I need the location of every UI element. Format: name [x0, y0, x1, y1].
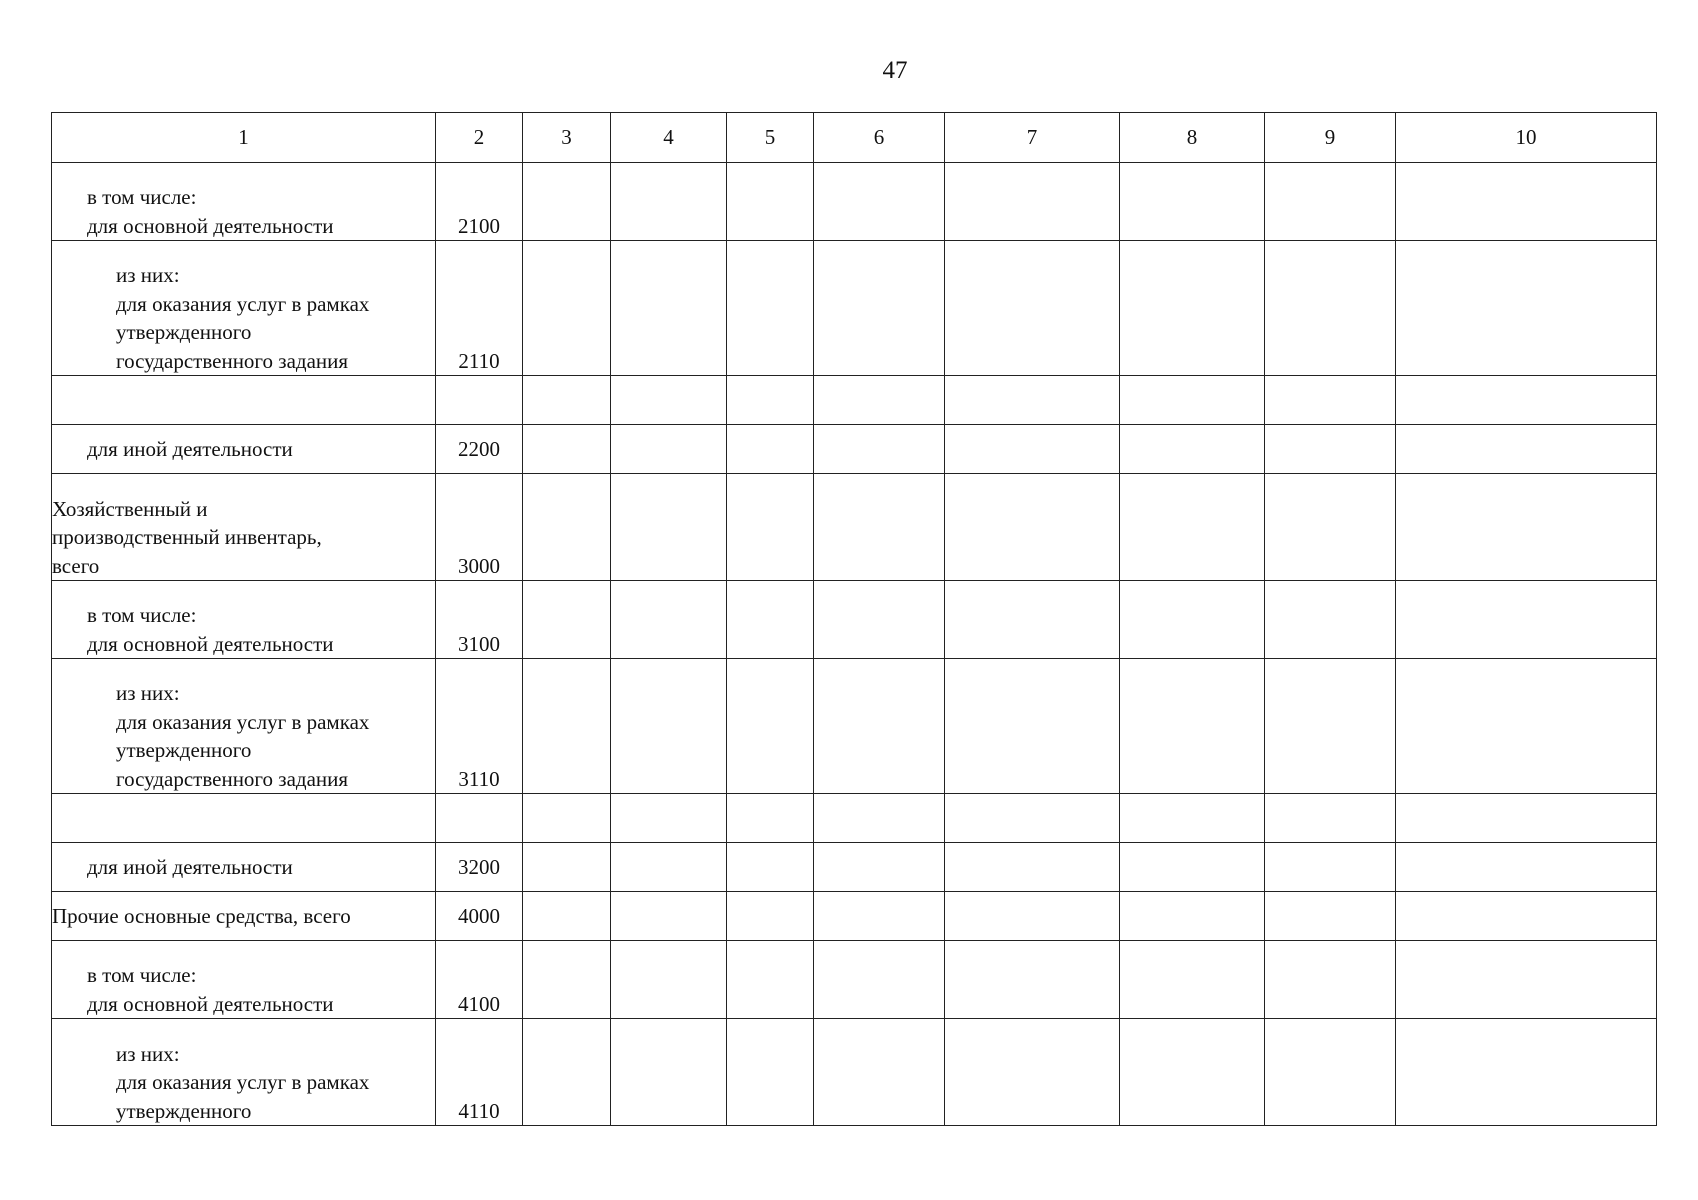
empty-cell	[945, 163, 1120, 241]
empty-cell	[1265, 581, 1396, 659]
empty-cell	[611, 892, 727, 941]
row-label	[52, 659, 436, 794]
empty-cell	[523, 376, 611, 425]
row-label-line: государственного задания	[116, 766, 349, 791]
empty-cell	[1396, 425, 1657, 474]
empty-cell	[945, 892, 1120, 941]
empty-cell	[727, 892, 814, 941]
column-header: 3	[523, 113, 611, 163]
row-code: 3110	[436, 659, 523, 794]
empty-cell	[1396, 241, 1657, 376]
row-label-line: для иной деятельности	[87, 436, 293, 461]
empty-cell	[1120, 843, 1265, 892]
empty-cell	[1396, 843, 1657, 892]
empty-cell	[945, 376, 1120, 425]
row-label-line: всего	[52, 553, 100, 578]
table-row-empty	[52, 376, 1657, 425]
row-label	[52, 892, 436, 941]
row-label-line: утвержденного	[116, 1098, 252, 1123]
empty-cell	[523, 794, 611, 843]
empty-cell	[523, 581, 611, 659]
row-label-line: утвержденного	[116, 738, 252, 762]
table-row-empty	[52, 794, 1657, 843]
row-label	[52, 241, 436, 376]
empty-cell	[945, 1019, 1120, 1126]
row-label-line: для оказания услуг в рамках	[116, 1070, 370, 1094]
empty-cell	[1265, 163, 1396, 241]
empty-cell	[814, 376, 945, 425]
row-label	[52, 425, 436, 474]
row-code	[436, 376, 523, 425]
empty-cell	[611, 241, 727, 376]
empty-cell	[814, 1019, 945, 1126]
row-label-line: для основной деятельности	[87, 213, 334, 238]
empty-cell	[945, 843, 1120, 892]
empty-cell	[1265, 941, 1396, 1019]
column-header: 2	[436, 113, 523, 163]
row-label-line: утвержденного	[116, 320, 252, 344]
empty-cell	[523, 892, 611, 941]
empty-cell	[611, 163, 727, 241]
empty-cell	[1120, 581, 1265, 659]
column-header: 6	[814, 113, 945, 163]
empty-cell	[945, 794, 1120, 843]
empty-cell	[1265, 241, 1396, 376]
empty-cell	[523, 241, 611, 376]
column-header: 8	[1120, 113, 1265, 163]
table-row	[52, 425, 1657, 474]
empty-cell	[611, 376, 727, 425]
column-header: 9	[1265, 113, 1396, 163]
empty-cell	[523, 843, 611, 892]
row-label	[52, 581, 436, 659]
empty-cell	[611, 941, 727, 1019]
table-row	[52, 1019, 1657, 1126]
row-label-line: в том числе:	[87, 963, 197, 987]
row-label-line: из них:	[116, 1041, 180, 1066]
empty-cell	[1265, 425, 1396, 474]
empty-cell	[727, 474, 814, 581]
column-header: 4	[611, 113, 727, 163]
row-label-line: в том числе:	[87, 185, 197, 209]
empty-cell	[1120, 794, 1265, 843]
empty-cell	[727, 163, 814, 241]
empty-cell	[1120, 1019, 1265, 1126]
row-label-line: производственный инвентарь,	[52, 525, 322, 549]
empty-cell	[1396, 474, 1657, 581]
empty-cell	[1396, 581, 1657, 659]
row-label-line: для основной деятельности	[87, 631, 334, 656]
empty-cell	[1396, 941, 1657, 1019]
empty-cell	[611, 1019, 727, 1126]
empty-cell	[814, 892, 945, 941]
empty-cell	[814, 241, 945, 376]
empty-cell	[1120, 425, 1265, 474]
empty-cell	[814, 163, 945, 241]
table-header-row	[52, 113, 1657, 163]
column-header: 10	[1396, 113, 1657, 163]
row-label	[52, 163, 436, 241]
row-code: 2200	[436, 425, 523, 474]
page-number: 47	[882, 57, 908, 84]
row-code: 2100	[436, 163, 523, 241]
empty-cell	[945, 941, 1120, 1019]
empty-cell	[611, 474, 727, 581]
empty-cell	[523, 474, 611, 581]
empty-cell	[945, 659, 1120, 794]
empty-cell	[727, 241, 814, 376]
row-label	[52, 376, 436, 425]
row-label-line: из них:	[116, 681, 180, 705]
empty-cell	[1120, 163, 1265, 241]
row-label-line: Хозяйственный и	[52, 496, 208, 521]
row-label	[52, 1019, 436, 1126]
empty-cell	[1396, 163, 1657, 241]
empty-cell	[1120, 659, 1265, 794]
empty-cell	[1396, 659, 1657, 794]
empty-cell	[945, 474, 1120, 581]
row-label-line: из них:	[116, 263, 180, 287]
column-header: 7	[945, 113, 1120, 163]
empty-cell	[727, 581, 814, 659]
empty-cell	[1265, 794, 1396, 843]
column-header: 5	[727, 113, 814, 163]
row-label-line: в том числе:	[87, 603, 197, 627]
table-row	[52, 241, 1657, 376]
empty-cell	[1396, 376, 1657, 425]
row-code: 4100	[436, 941, 523, 1019]
empty-cell	[1120, 941, 1265, 1019]
column-header: 1	[52, 113, 436, 163]
empty-cell	[727, 794, 814, 843]
table-row	[52, 843, 1657, 892]
empty-cell	[611, 794, 727, 843]
empty-cell	[1396, 892, 1657, 941]
row-label-line: для основной деятельности	[87, 991, 334, 1016]
empty-cell	[814, 843, 945, 892]
row-label	[52, 794, 436, 843]
empty-cell	[1120, 376, 1265, 425]
empty-cell	[814, 425, 945, 474]
row-label-line: Прочие основные средства, всего	[52, 903, 351, 928]
row-label-line: для иной деятельности	[87, 854, 293, 879]
empty-cell	[1120, 474, 1265, 581]
empty-cell	[611, 843, 727, 892]
table-row	[52, 581, 1657, 659]
row-label	[52, 941, 436, 1019]
empty-cell	[1265, 843, 1396, 892]
empty-cell	[1120, 241, 1265, 376]
row-code: 4000	[436, 892, 523, 941]
empty-cell	[611, 425, 727, 474]
row-code: 3100	[436, 581, 523, 659]
empty-cell	[814, 659, 945, 794]
table-row	[52, 941, 1657, 1019]
row-label-line: для оказания услуг в рамках	[116, 291, 370, 316]
empty-cell	[727, 843, 814, 892]
empty-cell	[523, 941, 611, 1019]
empty-cell	[814, 941, 945, 1019]
table-row	[52, 892, 1657, 941]
report-table	[51, 112, 1657, 1126]
empty-cell	[945, 425, 1120, 474]
empty-cell	[1265, 474, 1396, 581]
empty-cell	[611, 581, 727, 659]
empty-cell	[523, 1019, 611, 1126]
table-row	[52, 474, 1657, 581]
empty-cell	[1396, 1019, 1657, 1126]
empty-cell	[945, 241, 1120, 376]
empty-cell	[1120, 892, 1265, 941]
empty-cell	[523, 659, 611, 794]
empty-cell	[814, 474, 945, 581]
empty-cell	[727, 659, 814, 794]
row-label	[52, 843, 436, 892]
table-row	[52, 163, 1657, 241]
row-label-line: государственного задания	[116, 348, 349, 373]
empty-cell	[814, 581, 945, 659]
row-code: 4110	[436, 1019, 523, 1126]
empty-cell	[945, 581, 1120, 659]
table-row	[52, 659, 1657, 794]
row-code: 2110	[436, 241, 523, 376]
empty-cell	[727, 941, 814, 1019]
empty-cell	[1396, 794, 1657, 843]
empty-cell	[727, 376, 814, 425]
empty-cell	[523, 163, 611, 241]
row-code: 3000	[436, 474, 523, 581]
empty-cell	[1265, 659, 1396, 794]
empty-cell	[727, 1019, 814, 1126]
row-label	[52, 474, 436, 581]
row-code: 3200	[436, 843, 523, 892]
empty-cell	[727, 425, 814, 474]
empty-cell	[1265, 892, 1396, 941]
empty-cell	[523, 425, 611, 474]
empty-cell	[1265, 1019, 1396, 1126]
empty-cell	[814, 794, 945, 843]
empty-cell	[1265, 376, 1396, 425]
row-code	[436, 794, 523, 843]
row-label-line: для оказания услуг в рамках	[116, 709, 370, 734]
empty-cell	[611, 659, 727, 794]
